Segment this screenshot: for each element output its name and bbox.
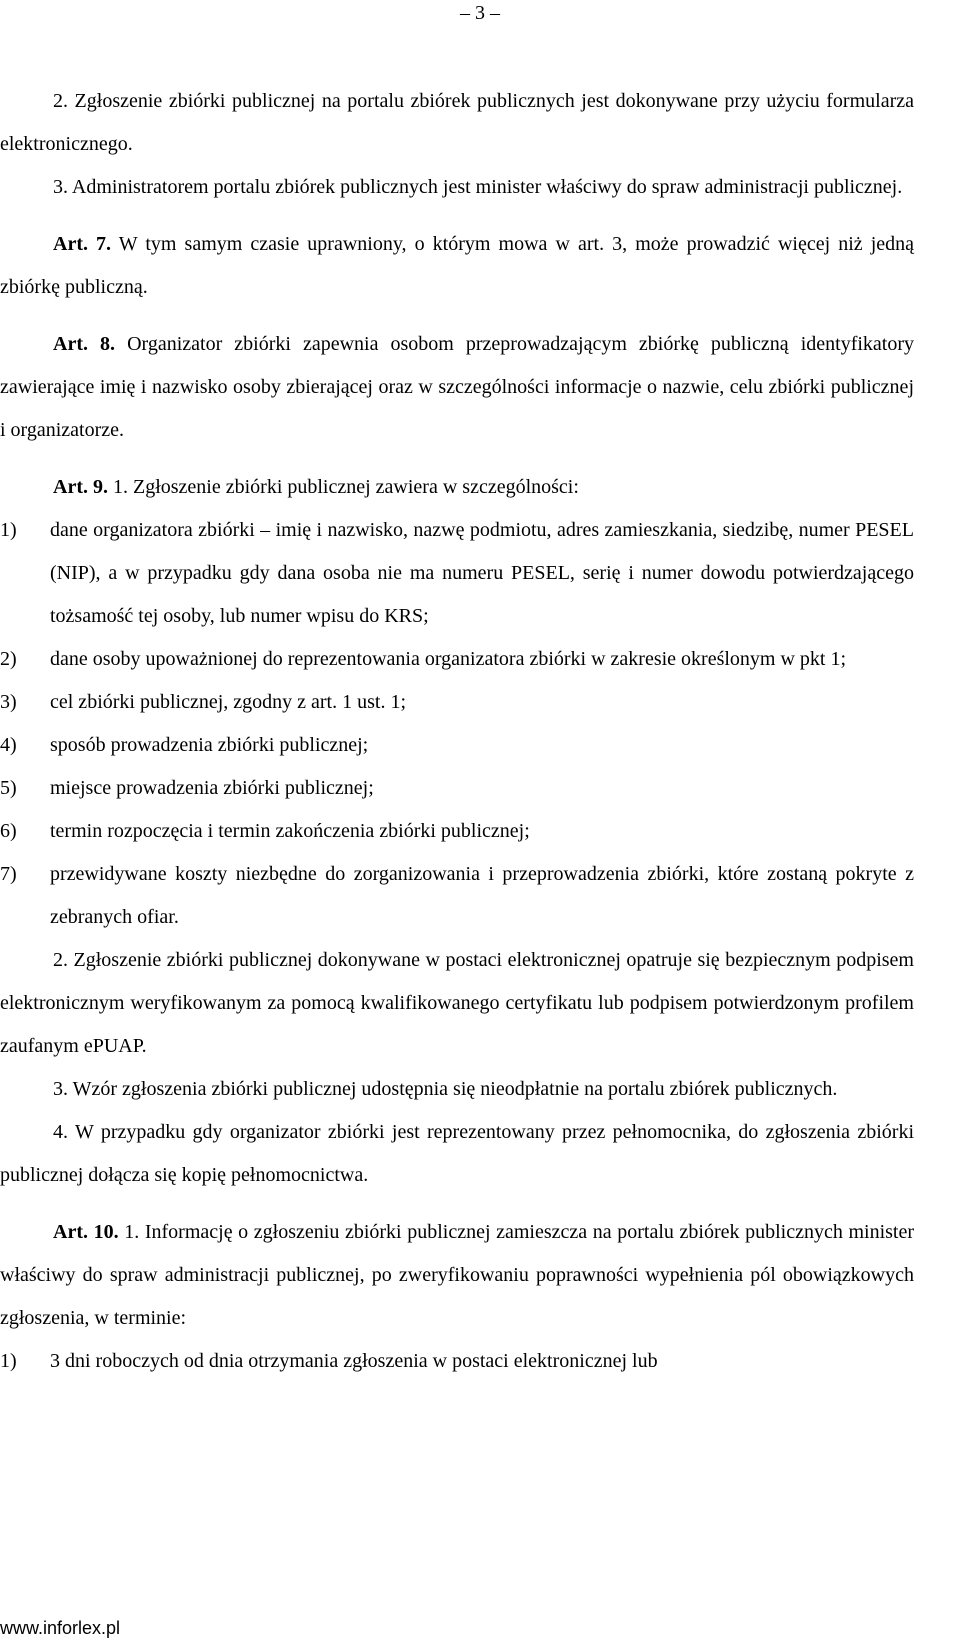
paragraph-text: 2. Zgłoszenie zbiórki publicznej na portalu zbiórek publicznych jest dokonywane przy użyciu formularza elektronicznego. xyxy=(0,90,914,155)
list-item-text: miejsce prowadzenia zbiórki publicznej; xyxy=(50,777,374,799)
article-paragraph xyxy=(0,466,914,509)
paragraph-text: Organizator zbiórki zapewnia osobom przeprowadzającym zbiórkę publiczną identyfikatory zawierające imię i nazwisko osoby zbierającej oraz w szczególności informacje o nazwie, celu zbiórki publicznej i organizatorze. xyxy=(0,333,915,441)
list-item xyxy=(0,509,914,638)
list-item xyxy=(0,767,914,810)
list-item-text: dane organizatora zbiórki – imię i nazwisko, nazwę podmiotu, adres zamieszkania, siedzibę, numer PESEL (NIP), a w przypadku gdy dana osoba nie ma numeru PESEL, serię i numer dowodu potwierdzającego tożsamość tej osoby, lub numer wpisu do KRS; xyxy=(50,519,914,627)
list-item-number: 5) xyxy=(0,777,17,799)
paragraph-text: 3. Wzór zgłoszenia zbiórki publicznej udostępnia się nieodpłatnie na portalu zbiórek publicznych. xyxy=(53,1078,838,1100)
page-number: – 3 – xyxy=(460,2,500,24)
list-item-number: 7) xyxy=(0,863,17,885)
paragraph-text: 3. Administratorem portalu zbiórek publicznych jest minister właściwy do spraw administracji publicznej. xyxy=(53,176,903,198)
article-title: Art. 9. xyxy=(53,476,108,498)
article-title: Art. 7. xyxy=(53,233,112,255)
list-item-number: 6) xyxy=(0,820,17,842)
list-item-number: 1) xyxy=(0,1350,17,1372)
paragraph xyxy=(0,166,914,209)
article-paragraph xyxy=(0,1211,914,1340)
paragraph xyxy=(0,1068,914,1111)
list-item-text: 3 dni roboczych od dnia otrzymania zgłoszenia w postaci elektronicznej lub xyxy=(50,1350,658,1372)
paragraph xyxy=(0,939,914,1068)
list-item xyxy=(0,810,914,853)
list-item-text: sposób prowadzenia zbiórki publicznej; xyxy=(50,734,369,756)
list-item-number: 2) xyxy=(0,648,17,670)
list-item-number: 1) xyxy=(0,519,17,541)
list-item-text: dane osoby upoważnionej do reprezentowania organizatora zbiórki w zakresie określonym w pkt 1; xyxy=(50,648,847,670)
article-title: Art. 10. xyxy=(53,1221,119,1243)
document-body xyxy=(0,80,914,1383)
list-item xyxy=(0,681,914,724)
paragraph-text: 2. Zgłoszenie zbiórki publicznej dokonywane w postaci elektronicznej opatruje się bezpiecznym podpisem elektronicznym weryfikowanym za pomocą kwalifikowanego certyfikatu lub podpisem potwierdzonym profilem zaufanym ePUAP. xyxy=(0,949,914,1057)
list-item-number: 4) xyxy=(0,734,17,756)
list-item-text: cel zbiórki publicznej, zgodny z art. 1 ust. 1; xyxy=(50,691,407,713)
article-title: Art. 8. xyxy=(53,333,116,355)
list-item xyxy=(0,638,914,681)
list-item-text: przewidywane koszty niezbędne do zorganizowania i przeprowadzenia zbiórki, które zostaną pokryte z zebranych ofiar. xyxy=(50,863,914,928)
article-paragraph xyxy=(0,223,914,309)
paragraph-text: 4. W przypadku gdy organizator zbiórki jest reprezentowany przez pełnomocnika, do zgłoszenia zbiórki publicznej dołącza się kopię pełnomocnictwa. xyxy=(0,1121,914,1186)
list-item xyxy=(0,1340,914,1383)
list-item-text: termin rozpoczęcia i termin zakończenia zbiórki publicznej; xyxy=(50,820,530,842)
footer-source: www.inforlex.pl xyxy=(0,1618,121,1638)
article-paragraph xyxy=(0,323,914,452)
list-item xyxy=(0,853,914,939)
paragraph-text: 1. Informację o zgłoszeniu zbiórki publicznej zamieszcza na portalu zbiórek publicznych minister właściwy do spraw administracji publicznej, po zweryfikowaniu poprawności wypełnienia pól obowiązkowych zgłoszenia, w terminie: xyxy=(0,1221,915,1329)
paragraph-text: 1. Zgłoszenie zbiórki publicznej zawiera w szczególności: xyxy=(112,476,579,498)
paragraph-text: W tym samym czasie uprawniony, o którym mowa w art. 3, może prowadzić więcej niż jedną zbiórkę publiczną. xyxy=(0,233,915,298)
paragraph xyxy=(0,80,914,166)
list-item-number: 3) xyxy=(0,691,17,713)
paragraph xyxy=(0,1111,914,1197)
list-item xyxy=(0,724,914,767)
